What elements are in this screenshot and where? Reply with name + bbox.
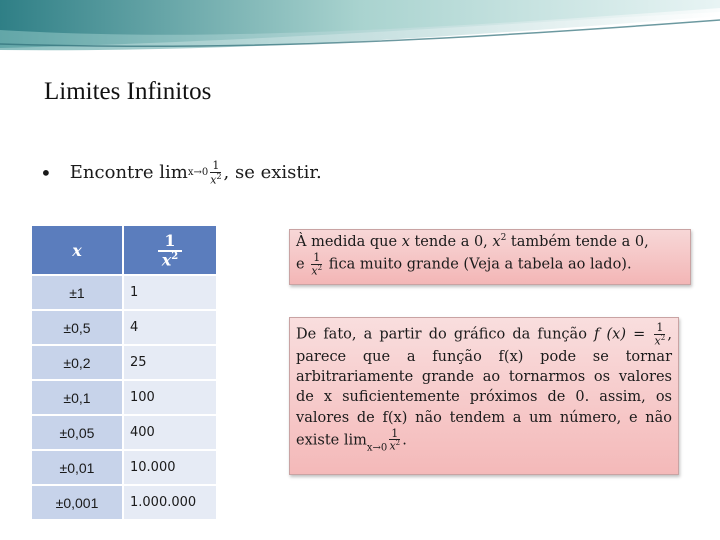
note2-limit-subscript: x→0: [366, 442, 388, 454]
cell-x: ±0,2: [32, 346, 122, 379]
cell-y: 25: [122, 346, 216, 379]
values-table: [32, 224, 216, 521]
note1-text: também tende a 0,: [506, 234, 649, 250]
bullet-prefix: Encontre lim: [69, 162, 188, 184]
table-row: [32, 416, 216, 449]
note2-fraction: $\frac{1}{x^2}$: [654, 321, 666, 348]
decorative-banner: [0, 0, 720, 62]
note1-fraction: $\frac{1}{x^2}$: [311, 251, 323, 278]
table-row: [32, 346, 216, 379]
bullet-frac-den: $x^2$: [210, 171, 222, 187]
header-x: x: [32, 226, 122, 274]
cell-x: ±0,01: [32, 451, 122, 484]
cell-x: ±1: [32, 276, 122, 309]
cell-y: 1.000.000: [122, 486, 216, 519]
note2-text: De fato, a partir do gráfico da função: [296, 326, 595, 343]
table-row: [32, 381, 216, 414]
cell-y: 400: [122, 416, 216, 449]
table-row: [32, 311, 216, 344]
slide-title: Limites Infinitos: [44, 78, 212, 105]
note1-text: À medida que: [296, 234, 402, 250]
bullet-icon: •: [40, 160, 52, 185]
note-box-2: [289, 317, 679, 475]
table-row: [32, 486, 216, 519]
note1-var: x: [401, 234, 410, 250]
note2-text: .: [402, 432, 407, 449]
bullet-suffix: , se existir.: [223, 162, 322, 184]
table-row: [32, 276, 216, 309]
note2-function: f (x) =: [594, 326, 653, 343]
cell-x: ±0,001: [32, 486, 122, 519]
cell-y: 100: [122, 381, 216, 414]
note1-text: tende a 0,: [409, 234, 493, 250]
cell-x: ±0,5: [32, 311, 122, 344]
note1-text: e: [296, 256, 310, 273]
table-row: [32, 451, 216, 484]
cell-y: 4: [122, 311, 216, 344]
note2-text: , parece que a função f(x) pode se tornar arbitrariamente grande ao tornarmos os valores de x suficientemente próximos de 0. assim, os valores de f(x) não tendem a um número, e não existe lim: [296, 326, 672, 449]
note2-end-fraction: $\frac{1}{x^2}$: [389, 426, 401, 454]
note1-text: fica muito grande (Veja a tabela ao lado).: [324, 256, 632, 273]
bullet-question: [40, 160, 322, 186]
cell-y: 1: [122, 276, 216, 309]
header-fraction: $\frac{1}{x^2}$: [122, 226, 216, 274]
note1-var: x: [492, 234, 501, 250]
bullet-fraction: [210, 160, 221, 186]
cell-x: ±0,05: [32, 416, 122, 449]
cell-x: ±0,1: [32, 381, 122, 414]
bullet-frac-num: 1: [212, 159, 220, 172]
table-header-row: [32, 226, 216, 274]
note1-exp: 2: [500, 233, 507, 244]
cell-y: 10.000: [122, 451, 216, 484]
limit-subscript: x→0: [187, 167, 209, 179]
note-box-1: [289, 229, 691, 285]
